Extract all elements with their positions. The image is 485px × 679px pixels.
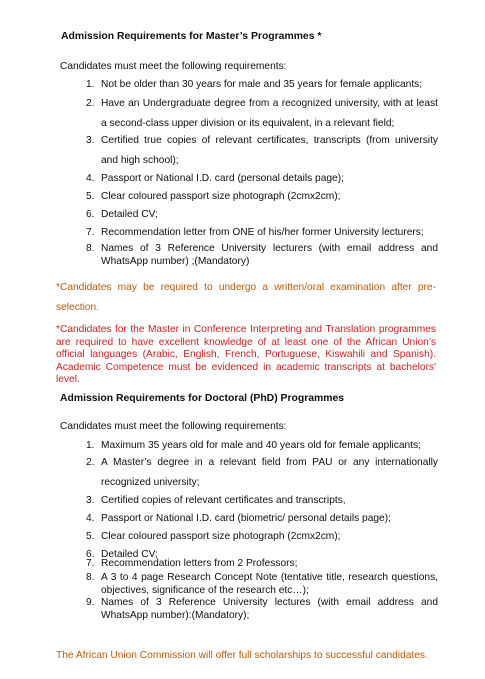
doctoral-heading: Admission Requirements for Doctoral (PhD) Programmes: [60, 393, 345, 404]
list-item: 4. Passport or National I.D. card (personal details page);: [86, 173, 344, 184]
masters-heading: Admission Requirements for Master’s Programmes *: [61, 31, 322, 42]
masters-lead: Candidates must meet the following requirements:: [60, 61, 287, 72]
list-item: 2. A Master’s degree in a relevant field from PAU or any internationally recognized university;: [86, 457, 438, 488]
list-item: 5. Clear coloured passport size photograph (2cmx2cm);: [86, 191, 341, 202]
list-item: 6. Detailed CV;: [86, 549, 158, 560]
list-item: 7. Recommendation letters from 2 Professors;: [86, 558, 298, 569]
list-item: 7. Recommendation letter from ONE of his/her former University lecturers;: [86, 227, 424, 238]
list-item: 6. Detailed CV;: [86, 209, 158, 220]
scholarship-note: The African Union Commission will offer full scholarships to successful candidates.: [56, 650, 428, 661]
language-requirement-note: *Candidates for the Master in Conference Interpreting and Translation programmes are required to have excellent knowledge of at least one of the African Union’s official languages (Arabic, English, French, Portuguese, Kiswahili and Spanish). Academic Competence must be evidenced in academic transcripts at bachelors' level.: [56, 324, 436, 385]
list-item: 9. Names of 3 Reference University lectures (with email address and WhatsApp number):(Mandatory);: [86, 597, 438, 621]
list-item: 2. Have an Undergraduate degree from a recognized university, with at least a second-class upper division or its equivalent, in a relevant field;: [86, 98, 438, 129]
list-item: 1. Maximum 35 years old for male and 40 years old for female applicants;: [86, 440, 421, 451]
list-item: 4. Passport or National I.D. card (biometric/ personal details page);: [86, 513, 391, 524]
list-item: 3. Certified true copies of relevant certificates, transcripts (from university and high school);: [86, 135, 438, 166]
list-item: 8. A 3 to 4 page Research Concept Note (tentative title, research questions, objectives, significance of the research etc…);: [86, 572, 438, 596]
list-item: 5. Clear coloured passport size photograph (2cmx2cm);: [86, 531, 341, 542]
exam-note: *Candidates may be required to undergo a written/oral examination after pre-selection.: [56, 282, 436, 313]
list-item: 3. Certified copies of relevant certificates and transcripts,: [86, 495, 346, 506]
list-item: 8. Names of 3 Reference University lecturers (with email address and WhatsApp number) ;(Mandatory): [86, 243, 438, 267]
doctoral-lead: Candidates must meet the following requirements:: [60, 421, 287, 432]
list-item: 1. Not be older than 30 years for male and 35 years for female applicants;: [86, 79, 423, 90]
